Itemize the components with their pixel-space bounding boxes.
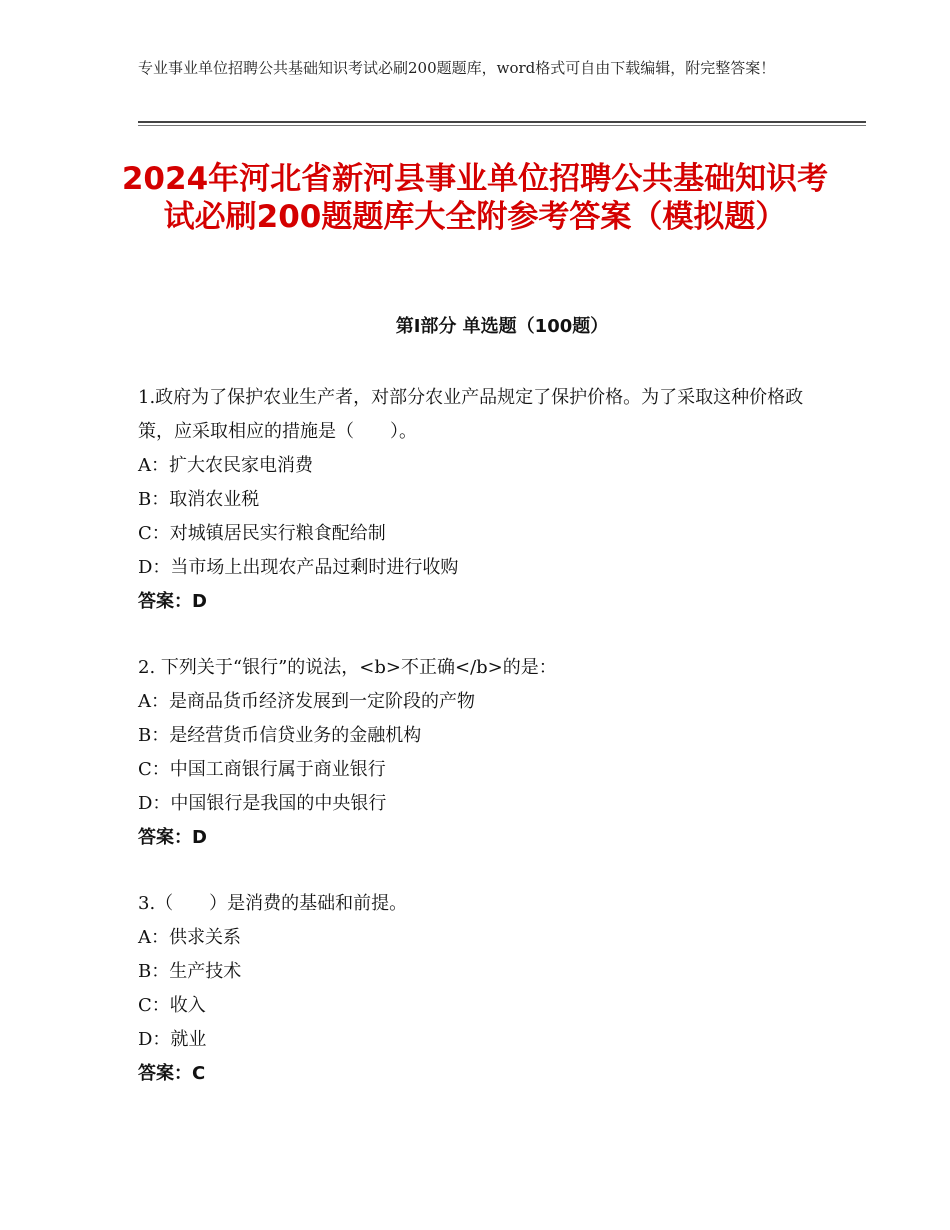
section-title: 第Ⅰ部分 单选题（100题）	[395, 316, 609, 337]
question-3	[138, 887, 818, 1091]
question-stem: 3.（ ）是消费的基础和前提。	[138, 893, 408, 914]
answer-line: 答案：D	[138, 591, 207, 612]
header-rule-thick	[138, 121, 866, 123]
option-a: A：是商品货币经济发展到一定阶段的产物	[138, 691, 475, 712]
header-rule-thin	[138, 125, 866, 126]
option-d: D：就业	[138, 1029, 207, 1050]
option-a: A：扩大农民家电消费	[138, 455, 313, 476]
question-stem: 1.政府为了保护农业生产者，对部分农业产品规定了保护价格。为了采取这种价格政策，应采取相应的措施是（ ）。	[138, 387, 804, 442]
question-1	[138, 381, 818, 619]
option-c: C：对城镇居民实行粮食配给制	[138, 523, 386, 544]
question-2	[138, 651, 818, 855]
option-b: B：生产技术	[138, 961, 242, 982]
option-b: B：是经营货币信贷业务的金融机构	[138, 725, 422, 746]
option-c: C：收入	[138, 995, 206, 1016]
question-stem: 2. 下列关于“银行”的说法，<b>不正确</b>的是：	[138, 657, 557, 678]
option-b: B：取消农业税	[138, 489, 260, 510]
header-note: 专业事业单位招聘公共基础知识考试必刷200题题库，word格式可自由下载编辑，附完整答案！	[138, 59, 776, 77]
option-d: D：中国银行是我国的中央银行	[138, 793, 387, 814]
answer-line: 答案：C	[138, 1063, 206, 1084]
answer-line: 答案：D	[138, 827, 207, 848]
question-list	[138, 381, 818, 1123]
option-c: C：中国工商银行属于商业银行	[138, 759, 386, 780]
document-title: 2024年河北省新河县事业单位招聘公共基础知识考试必刷200题题库大全附参考答案（模拟题）	[121, 161, 829, 235]
option-a: A：供求关系	[138, 927, 241, 948]
option-d: D：当市场上出现农产品过剩时进行收购	[138, 557, 459, 578]
